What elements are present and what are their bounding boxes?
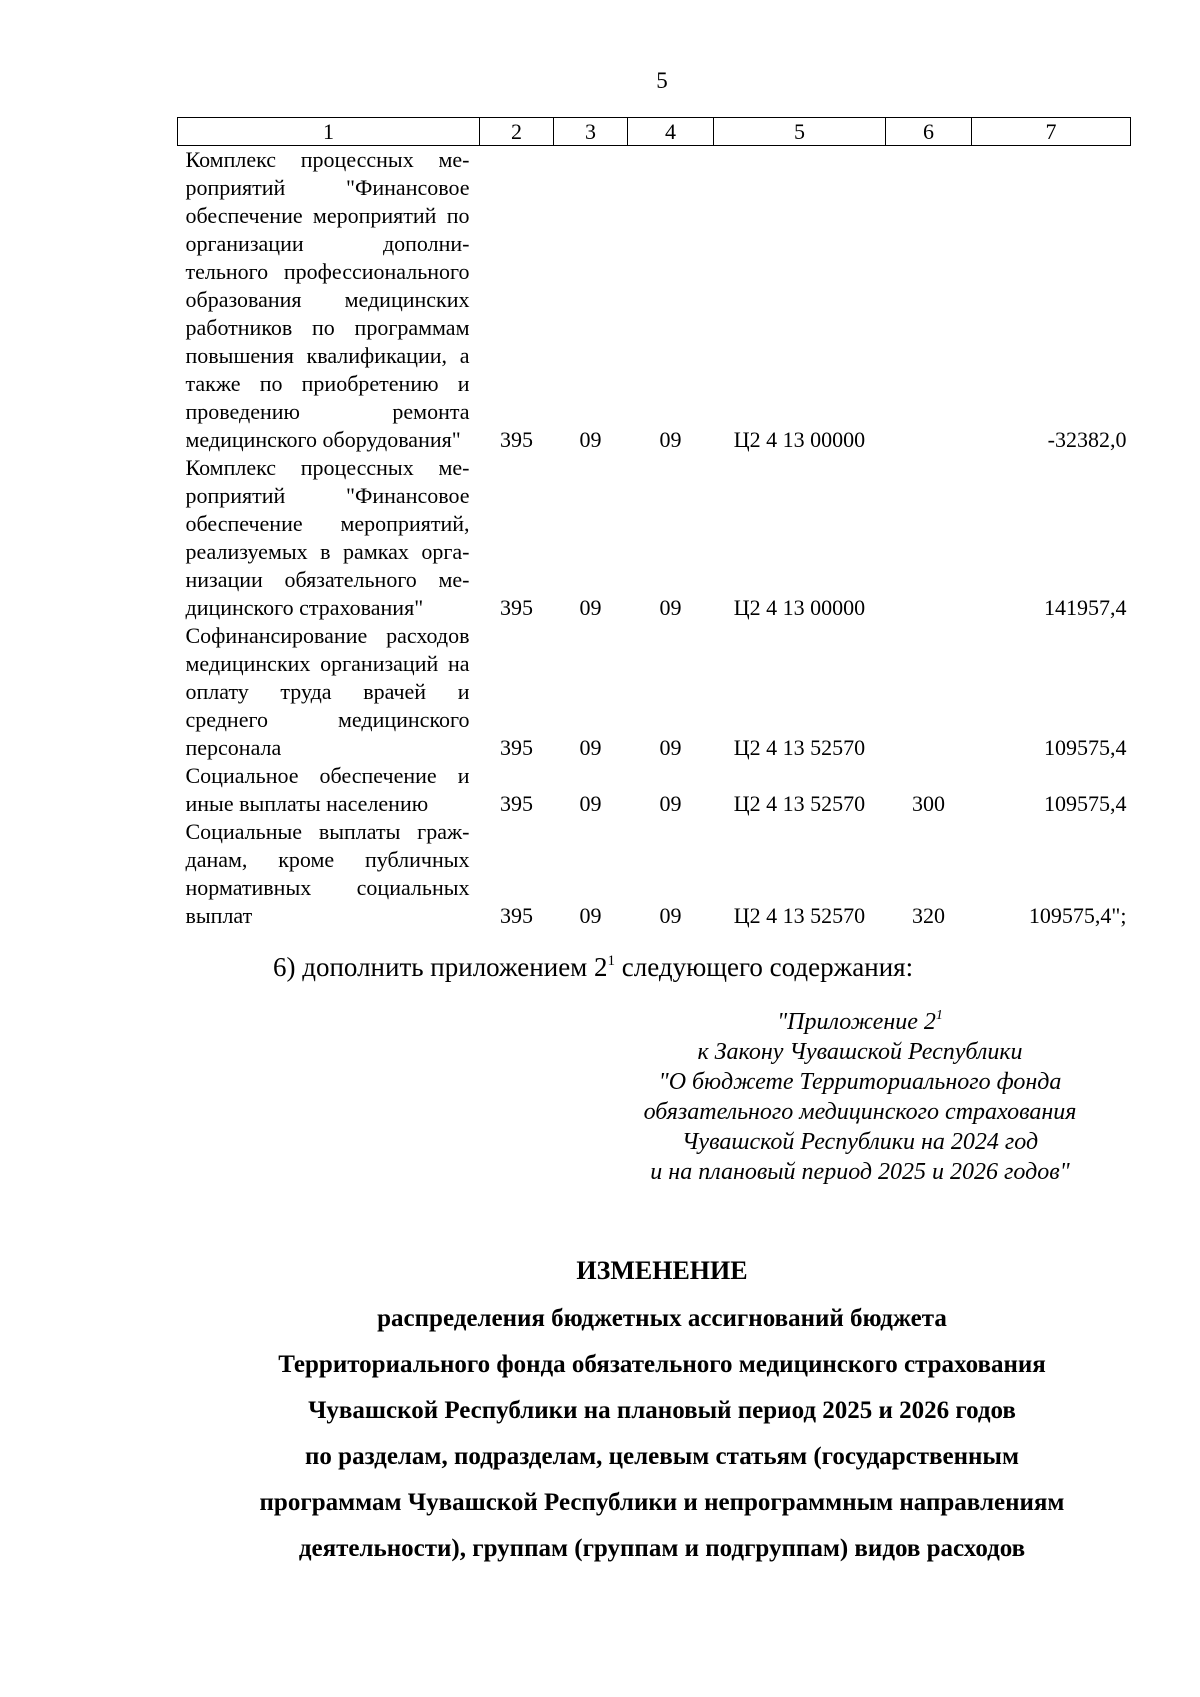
amount: 109575,4 (1044, 791, 1127, 816)
expense-type-code (886, 146, 972, 455)
appendix-title: "Приложение 2 (777, 1009, 936, 1035)
target-article-code: Ц2 4 13 00000 (733, 427, 866, 452)
subsection-code: 09 (659, 735, 682, 760)
amendment-text: 6) дополнить приложением 2 (273, 952, 608, 982)
expense-type-code (886, 454, 972, 622)
section-code: 09 (579, 791, 602, 816)
table-row (178, 622, 1131, 762)
table-row (178, 818, 1131, 930)
amount: 141957,4 (1044, 595, 1127, 620)
target-article-code: Ц2 4 13 52570 (733, 791, 866, 816)
amendment-paragraph (273, 952, 913, 983)
subsection-code: 09 (659, 427, 682, 452)
ministry-code: 395 (500, 595, 533, 620)
budget-allocation-table (177, 117, 1131, 930)
appendix-line: Чувашской Республики на 2024 год (681, 1129, 1039, 1155)
expense-name: Социальные выплаты гражданам, кроме публичных нормативных социальных выплат (185, 819, 470, 928)
section-code: 09 (579, 903, 602, 928)
expense-type-code (886, 622, 972, 762)
appendix-line: и на плановый период 2025 и 2026 годов" (650, 1159, 1070, 1185)
table-row (178, 146, 1131, 455)
heading-line: программам Чувашской Республики и непрограммным направлениям (259, 1489, 1065, 1516)
section-code: 09 (579, 595, 602, 620)
amount: 109575,4 (1044, 735, 1127, 760)
page-number: 5 (656, 68, 668, 93)
ministry-code: 395 (500, 791, 533, 816)
expense-name: Комплекс процессных мероприятий "Финансовое обеспечение мероприятий, реализуемых в рамках организации обязательного медицинского страхования" (185, 455, 470, 620)
section-heading (180, 1248, 1144, 1572)
appendix-line: "О бюджете Территориального фонда (658, 1069, 1062, 1095)
column-header: 4 (628, 118, 714, 146)
expense-name: Софинансирование расходов медицинских организаций на оплату труда врачей и среднего медицинского персонала (185, 623, 470, 760)
appendix-reference (600, 1001, 1120, 1187)
appendix-line: обязательного медицинского страхования (643, 1099, 1077, 1125)
target-article-code: Ц2 4 13 52570 (733, 903, 866, 928)
column-header: 5 (714, 118, 886, 146)
column-header: 6 (886, 118, 972, 146)
section-code: 09 (579, 735, 602, 760)
expense-name: Социальное обеспечение и иные выплаты населению (185, 763, 470, 816)
heading-line: распределения бюджетных ассигнований бюджета (377, 1305, 947, 1332)
amount: 109575,4"; (1028, 903, 1127, 928)
target-article-code: Ц2 4 13 00000 (733, 595, 866, 620)
heading-line: Чувашской Республики на плановый период 2025 и 2026 годов (308, 1397, 1016, 1424)
section-code: 09 (579, 427, 602, 452)
ministry-code: 395 (500, 903, 533, 928)
expense-type-code: 300 (912, 791, 945, 816)
heading-line: Территориального фонда обязательного медицинского страхования (278, 1351, 1046, 1378)
target-article-code: Ц2 4 13 52570 (733, 735, 866, 760)
heading-title: ИЗМЕНЕНИЕ (576, 1256, 748, 1285)
subsection-code: 09 (659, 903, 682, 928)
superscript: 1 (607, 953, 616, 969)
expense-type-code: 320 (912, 903, 945, 928)
table-row (178, 454, 1131, 622)
subsection-code: 09 (659, 791, 682, 816)
heading-line: деятельности), группам (группам и подгруппам) видов расходов (298, 1535, 1026, 1562)
heading-line: по разделам, подразделам, целевым статьям (государственным (305, 1443, 1019, 1470)
column-header: 3 (554, 118, 628, 146)
expense-name: Комплекс процессных мероприятий "Финансовое обеспечение мероприятий по организации дополнительного профессионального образования медицинских работников по программам повышения квалификации, а также по приобретению и проведению ремонта медицинского оборудования" (185, 147, 470, 452)
amendment-text-end: следующего содержания: (615, 952, 914, 982)
column-header: 2 (480, 118, 554, 146)
ministry-code: 395 (500, 427, 533, 452)
amount: -32382,0 (1047, 427, 1127, 452)
table-header-row (178, 118, 1131, 146)
appendix-line: к Закону Чувашской Республики (697, 1039, 1023, 1065)
ministry-code: 395 (500, 735, 533, 760)
superscript: 1 (935, 1008, 943, 1023)
subsection-code: 09 (659, 595, 682, 620)
appendix-line (600, 1001, 1120, 1037)
table-row (178, 762, 1131, 818)
column-header: 7 (972, 118, 1131, 146)
column-header: 1 (178, 118, 480, 146)
